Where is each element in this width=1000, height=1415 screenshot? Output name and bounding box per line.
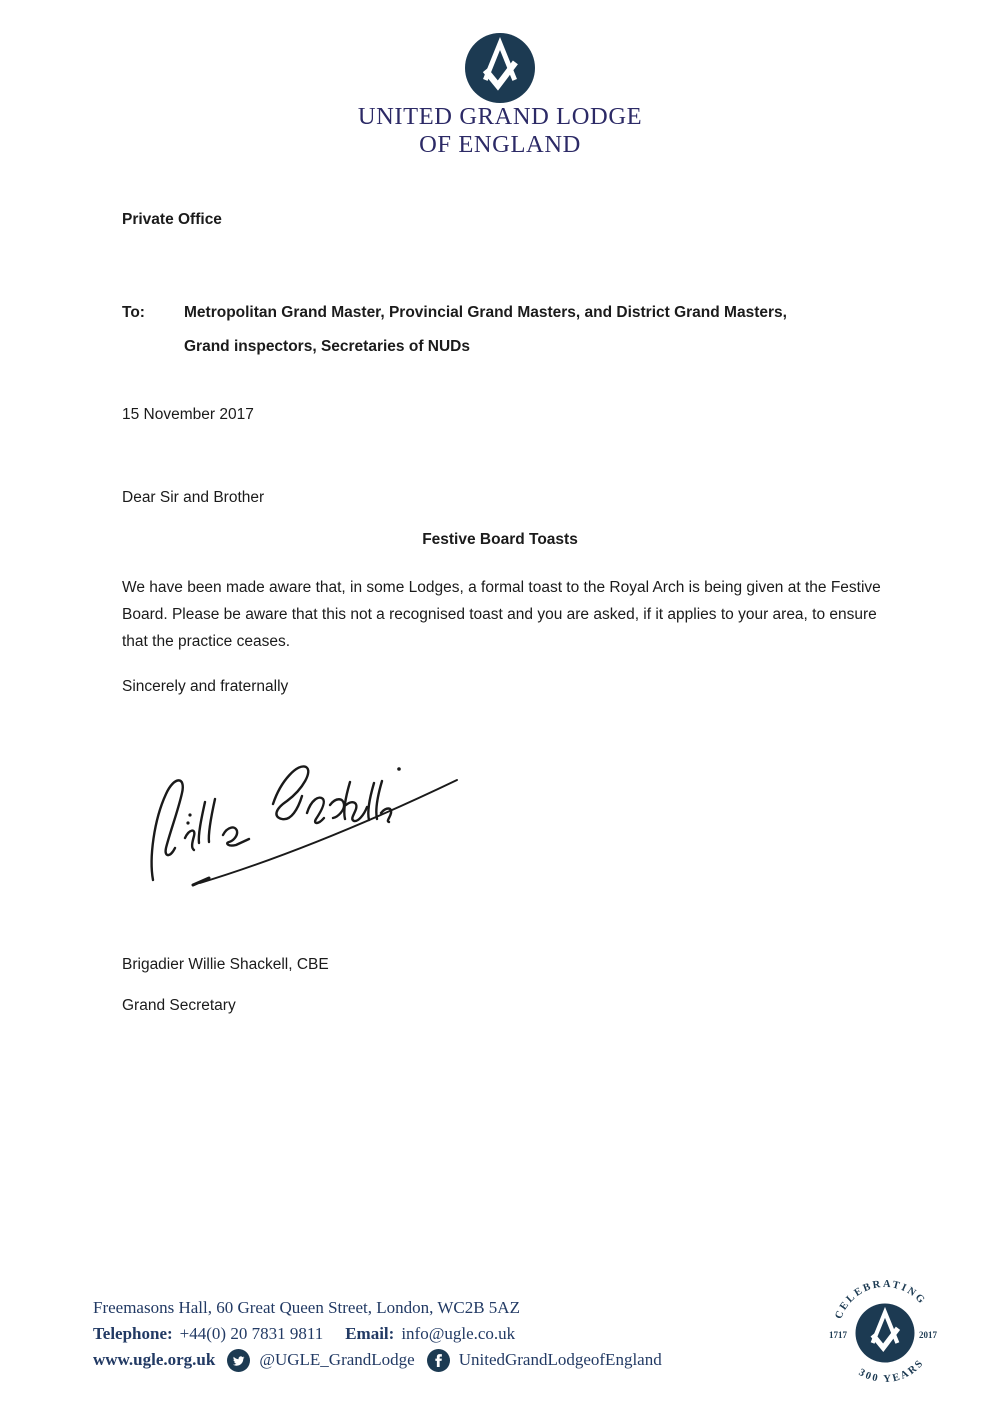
handwritten-signature (145, 742, 475, 897)
website-url: www.ugle.org.uk (93, 1350, 216, 1369)
badge-top-text: CELEBRATING (833, 1278, 928, 1321)
addressee-line-2: Grand inspectors, Secretaries of NUDs (184, 338, 470, 355)
org-name-line2: OF ENGLAND (419, 131, 581, 158)
badge-year-right: 2017 (919, 1330, 937, 1340)
telephone-label: Telephone: (93, 1324, 173, 1343)
celebrating-300-years-badge (826, 1274, 944, 1392)
letterhead-footer (93, 1295, 662, 1373)
email-label: Email: (345, 1324, 395, 1343)
addressee-lines (184, 296, 787, 364)
twitter-handle: @UGLE_GrandLodge (259, 1350, 415, 1369)
to-label: To: (122, 304, 145, 321)
telephone-number: +44(0) 20 7831 9811 (179, 1324, 324, 1343)
office-label: Private Office (122, 211, 222, 228)
letter-date: 15 November 2017 (122, 406, 254, 423)
signatory-title: Grand Secretary (122, 997, 236, 1014)
org-wordmark (0, 103, 1000, 159)
salutation: Dear Sir and Brother (122, 489, 265, 506)
org-name-line1: UNITED GRAND LODGE (357, 103, 643, 130)
footer-web-social-line (93, 1347, 662, 1373)
facebook-icon (427, 1349, 450, 1372)
addressee-line-1: Metropolitan Grand Master, Provincial Grand Masters, and District Grand Masters, (184, 304, 787, 321)
twitter-icon (227, 1349, 250, 1372)
footer-contact-line (93, 1321, 662, 1347)
email-address: info@ugle.co.uk (401, 1324, 516, 1343)
footer-address (93, 1295, 662, 1321)
badge-bottom-text: 300 YEARS (856, 1357, 927, 1386)
badge-year-left: 1717 (829, 1330, 847, 1340)
body-paragraph: We have been made aware that, in some Lodges, a formal toast to the Royal Arch is being given at the Festive Board. Please be aware that this not a recognised toast and you are asked, if it applies to your area, to ensure that the practice ceases. (122, 579, 881, 650)
subject-heading: Festive Board Toasts (422, 531, 578, 548)
signatory-name: Brigadier Willie Shackell, CBE (122, 956, 329, 973)
closing-line: Sincerely and fraternally (122, 678, 289, 695)
address-text: Freemasons Hall, 60 Great Queen Street, London, WC2B 5AZ (93, 1298, 520, 1317)
square-and-compasses-icon (465, 33, 535, 103)
addressee-block (122, 296, 787, 364)
badge-square-and-compasses-icon (856, 1304, 915, 1363)
facebook-page-name: UnitedGrandLodgeofEngland (458, 1350, 662, 1369)
